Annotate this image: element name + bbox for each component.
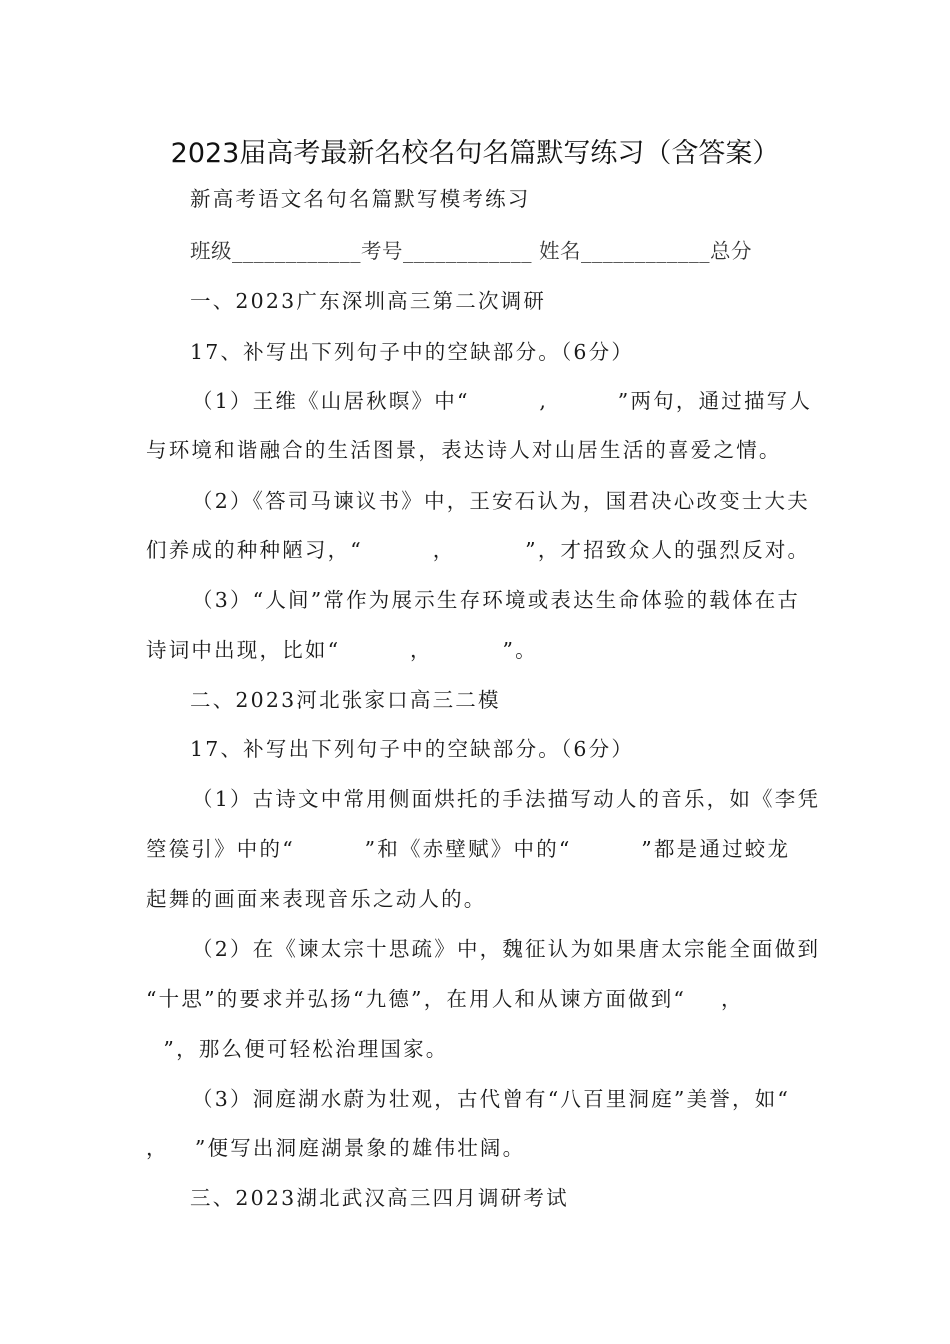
question-item-text: （3）“人间”常作为展示生存环境或表达生命体验的载体在古 xyxy=(192,588,801,612)
question-item-text: 与环境和谐融合的生活图景，表达诗人对山居生活的喜爱之情。 xyxy=(146,438,782,462)
section-heading-1: 一、2023广东深圳高三第二次调研 xyxy=(190,289,547,313)
page-title: 2023届高考最新名校名句名篇默写练习（含答案） xyxy=(170,138,780,169)
question-item-text: 箜篌引》中的“ ”和《赤壁赋》中的“ ”都是通过蛟龙 xyxy=(146,837,791,861)
question-item-text: （2）《答司马谏议书》中，王安石认为，国君决心改变士大夫 xyxy=(192,489,810,513)
section-heading-2: 二、2023河北张家口高三二模 xyxy=(190,688,501,712)
question-item-text: ， ”便写出洞庭湖景象的雄伟壮阔。 xyxy=(146,1136,526,1160)
student-info-line: 班级____________考号____________ 姓名____________总分 xyxy=(190,239,753,263)
question-item-text: 们养成的种种陋习，“ ， ”，才招致众人的强烈反对。 xyxy=(146,538,811,562)
question-item-text: 诗词中出现，比如“ ， ”。 xyxy=(146,638,538,662)
question-item-text: （1）王维《山居秋暝》中“ , ”两句，通过描写人 xyxy=(192,389,813,413)
question-item-text: （1）古诗文中常用侧面烘托的手法描写动人的音乐，如《李凭 xyxy=(192,787,821,811)
question-item-text: “十思”的要求并弘扬“九德”，在用人和从谏方面做到“ ， xyxy=(146,987,744,1011)
question-17-heading: 17、补写出下列句子中的空缺部分。（6分） xyxy=(190,737,635,761)
question-item-text: ”，那么便可轻松治理国家。 xyxy=(146,1037,449,1061)
question-17-heading: 17、补写出下列句子中的空缺部分。（6分） xyxy=(190,340,635,364)
question-item-text: （2）在《谏太宗十思疏》中，魏征认为如果唐太宗能全面做到 xyxy=(192,937,821,961)
document-subtitle: 新高考语文名句名篇默写模考练习 xyxy=(190,187,531,211)
question-item-text: 起舞的画面来表现音乐之动人的。 xyxy=(146,887,487,911)
question-item-text: （3）洞庭湖水蔚为壮观，古代曾有“八百里洞庭”美誉，如“ xyxy=(192,1087,791,1111)
section-heading-3: 三、2023湖北武汉高三四月调研考试 xyxy=(190,1186,569,1210)
